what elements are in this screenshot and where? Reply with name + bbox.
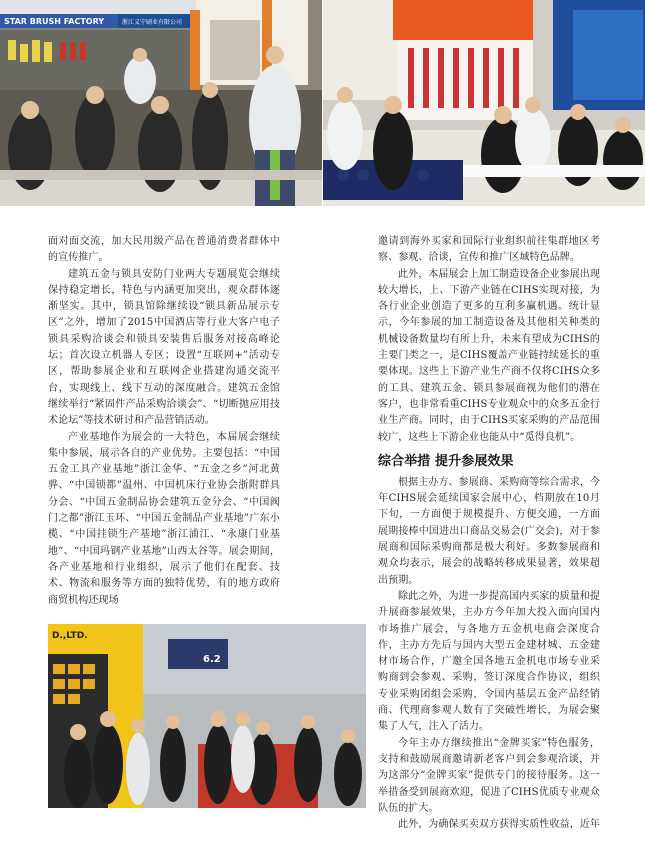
left-text-column bbox=[48, 234, 280, 609]
booth-sign-star-brush: STAR BRUSH FACTORY bbox=[4, 17, 105, 26]
booth-sign-ltd: D.,LTD. bbox=[52, 631, 88, 641]
photo-top-right bbox=[323, 0, 645, 206]
section-heading: 综合举措 提升参展效果 bbox=[378, 453, 514, 469]
paragraph: 邀请到海外买家和国际行业组织前往集群地区考察、参观、洽谈，宣传和推广区域特色品牌。 bbox=[378, 236, 600, 264]
hall-number-sign: 6.2 bbox=[203, 654, 221, 665]
paragraph: 产业基地作为展会的一大特色，本届展会继续集中参展，展示各自的产业优势。主要包括：“中国五金工具产业基地”浙江金华、“五金之乡”河北黄骅、“中国锁都”温州、中国机床行业协会浙附群具分会、“中国五金制品协会建筑五金分会、“中国阀门之都”浙江玉环、“中国五金制品产业基地”广东小榄、“中国挂锁生产基地”浙江浦江、“永康门业基地”、“中国玛钢产业基地”山西太谷等。展会期间，各产业基地和行业组织，展示了他们在配套、技术、物流和服务等方面的独特优势，有的地方政府商贸机构还现场 bbox=[48, 431, 280, 606]
paragraph: 此外，为确保买卖双方获得实质性收益，近年 bbox=[398, 819, 600, 831]
paragraph: 今年主办方继续推出“金牌买家”特色服务，支持和鼓励展商邀请新老客户到会参观洽谈，并为这部分“金牌买家”提供专门的接待服务。这一举措备受到展商欢迎，促进了CIHS优质专业观众队伍的扩大。 bbox=[378, 737, 600, 814]
booth-sign-chinese: 浙江义宁刷业有限公司 bbox=[122, 19, 183, 26]
paragraph: 根据主办方、参展商、采购商等综合需求，今年CIHS展会延续国家会展中心，档期放在10月下旬，一方面便于规模提升、方便交通，一方面展期接棒中国进出口商品交易会(广交会)，对于参展商和国际采购商都是极大利好。多数参展商和观众均表示，展会的战略转移成果显著，效果超出预期。 bbox=[378, 476, 600, 586]
paragraph: 建筑五金与锁具安防门业两大专题展览会继续保持稳定增长，特色与内涵更加突出，观众群体逐渐坚实。其中，锁具馆除继续设“锁具新品展示专区”之外，增加了2015中国酒店等行业大客户电子锁具采购洽谈会和锁具安装售后服务对接高峰论坛；首次设立机器人专区；设置“互联网+”活动专区，帮助参展企业和互联网企业搭建沟通交流平台，实现线上、线下互动的深度融合。建筑五金馆继续举行“紧固件产品采购洽谈会”、“切断抛应用技术论坛”等技术研讨和产品营销活动。 bbox=[48, 268, 280, 427]
photo-bottom-left bbox=[48, 624, 366, 808]
paragraph: 此外，本届展会上加工制造设备企业参展出现较大增长，上、下游产业链在CIHS实现对接，为各行业企业创造了更多的互利多赢机遇。统计显示，今年参展的加工制造设备及其他相关种类的机械设备数量均有所上升，未来有望成为CIHS的主要门类之一，是CIHS覆盖产业链持续延长的重要体现。这些上下游产业生产商不仅将CIHS众多的工具、建筑五金、锁具参展商视为他们的潜在客户，也非常看重CIHS专业观众中的众多五金行业生产商。同时，由于CIHS买家采购的产品范围较广，这些上下游企业也能从中“觅得良机”。 bbox=[378, 268, 600, 443]
paragraph: 面对面交流，加大民用级产品在普通消费者群体中的宣传推广。 bbox=[48, 236, 280, 264]
photo-top-left bbox=[0, 0, 322, 206]
right-text-column bbox=[378, 234, 600, 833]
paragraph: 除此之外，为进一步提高国内买家的质量和提升展商参展效果，主办方今年加大投入面向国内市场推广展会，与各地方五金机电商会深度合作，主办方先后与国内大型五金建材城、五金建材市场合作，广邀全国各地五金机电市场专业采购商到会参观、采购，签订深度合作协议，组织专业采购团组会采购，令国内基层五金产品经销商、代理商参观人数有了突破性增长，为展会聚集了人气，注入了活力。 bbox=[378, 590, 600, 733]
